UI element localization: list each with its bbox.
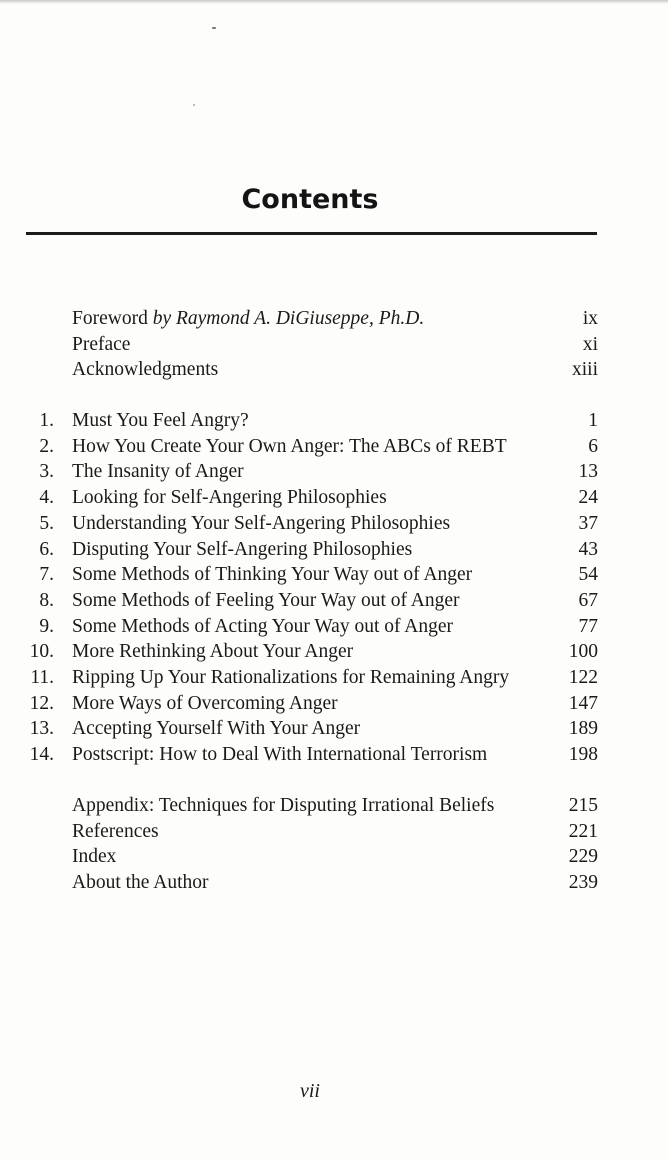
chapter-title: The Insanity of Anger	[72, 461, 244, 483]
chapter-page-number: 198	[568, 744, 598, 766]
chapter-title: Some Methods of Thinking Your Way out of Anger	[72, 564, 473, 586]
entry-title	[72, 332, 130, 357]
chapter-page-number: 189	[568, 718, 598, 740]
chapter-title: How You Create Your Own Anger: The ABCs of REBT	[72, 435, 507, 457]
chapter-entry[interactable]	[20, 485, 598, 510]
chapter-page-number: 1	[588, 410, 598, 431]
entry-page-number: xiii	[571, 359, 598, 381]
title-rule	[26, 232, 597, 235]
chapter-number: 3.	[39, 461, 54, 483]
page-folio: vii	[300, 1080, 320, 1102]
chapter-number: 14.	[29, 744, 54, 766]
entry-page-number: 229	[568, 846, 598, 868]
chapter-number: 13.	[29, 718, 54, 740]
back-matter-entry[interactable]	[20, 793, 598, 818]
chapter-page-number: 77	[578, 615, 598, 637]
back-matter-entry[interactable]	[20, 844, 598, 869]
chapter-entry[interactable]	[20, 614, 598, 639]
chapter-entry[interactable]	[20, 434, 598, 459]
chapter-entry[interactable]	[20, 562, 598, 587]
scan-speck	[212, 27, 216, 29]
chapter-title: More Rethinking About Your Anger	[72, 641, 354, 663]
entry-title-text: Acknowledgments	[72, 359, 219, 381]
chapter-entry[interactable]	[20, 459, 598, 484]
chapter-number: 10.	[29, 641, 54, 663]
page-top-edge	[0, 0, 668, 4]
entry-title: About the Author	[72, 872, 209, 894]
chapter-title: Some Methods of Feeling Your Way out of Anger	[72, 589, 460, 611]
chapter-number: 12.	[29, 692, 54, 714]
chapter-title: Ripping Up Your Rationalizations for Remaining Angry	[72, 667, 510, 688]
chapter-number: 11.	[30, 667, 54, 688]
entry-page-number: 239	[568, 872, 598, 894]
chapter-title: Accepting Yourself With Your Anger	[72, 718, 361, 740]
page-title: Contents	[241, 184, 379, 215]
chapter-page-number: 6	[588, 435, 598, 457]
front-matter-entry[interactable]	[20, 306, 598, 331]
chapter-page-number: 122	[568, 667, 598, 688]
chapter-entry[interactable]	[20, 691, 598, 716]
entry-title-text: Preface	[72, 333, 131, 355]
chapter-page-number: 54	[578, 564, 598, 586]
chapter-entry[interactable]	[20, 537, 598, 562]
entry-page-number: xi	[582, 333, 598, 355]
chapter-page-number: 24	[578, 487, 598, 509]
entry-page-number: ix	[582, 308, 598, 329]
chapter-number: 7.	[39, 564, 54, 586]
entry-title: References	[72, 820, 159, 842]
entry-title	[72, 357, 218, 382]
chapter-entry[interactable]	[20, 639, 598, 664]
chapter-page-number: 100	[568, 641, 598, 663]
chapter-title: Must You Feel Angry?	[72, 410, 249, 431]
entry-title: Index	[72, 846, 117, 868]
chapter-title: Looking for Self-Angering Philosophies	[72, 487, 387, 509]
chapter-number: 5.	[39, 512, 54, 534]
entry-title	[72, 306, 424, 331]
back-matter-entry[interactable]	[20, 819, 598, 844]
chapter-page-number: 67	[578, 589, 598, 611]
chapter-entry[interactable]	[20, 511, 598, 536]
chapter-number: 4.	[39, 487, 54, 509]
chapter-number: 8.	[39, 589, 54, 611]
chapter-number: 1.	[39, 410, 54, 431]
entry-author: by Raymond A. DiGiuseppe, Ph.D.	[152, 308, 425, 329]
front-matter-entry[interactable]	[20, 357, 598, 382]
chapter-entry[interactable]	[20, 742, 598, 767]
chapter-title: Postscript: How to Deal With International Terrorism	[72, 744, 488, 766]
chapter-entry[interactable]	[20, 716, 598, 741]
entry-page-number: 215	[568, 795, 598, 816]
back-matter-entry[interactable]	[20, 870, 598, 895]
chapter-title: Disputing Your Self-Angering Philosophies	[72, 538, 413, 560]
chapter-title: Some Methods of Acting Your Way out of Anger	[72, 615, 454, 637]
chapter-entry[interactable]	[20, 408, 598, 433]
entry-title: Appendix: Techniques for Disputing Irrational Beliefs	[72, 795, 495, 816]
chapter-title: Understanding Your Self-Angering Philosophies	[72, 512, 451, 534]
chapter-number: 2.	[39, 435, 54, 457]
chapter-page-number: 37	[578, 512, 598, 534]
chapter-number: 9.	[39, 615, 54, 637]
chapter-title: More Ways of Overcoming Anger	[72, 692, 338, 714]
entry-title-text: Foreword	[72, 308, 153, 329]
chapter-number: 6.	[39, 538, 54, 560]
entry-page-number: 221	[568, 820, 598, 842]
chapter-page-number: 13	[578, 461, 598, 483]
chapter-page-number: 43	[578, 538, 598, 560]
chapter-entry[interactable]	[20, 588, 598, 613]
chapter-page-number: 147	[568, 692, 598, 714]
front-matter-entry[interactable]	[20, 332, 598, 357]
scan-speck	[193, 104, 195, 106]
chapter-entry[interactable]	[20, 665, 598, 690]
